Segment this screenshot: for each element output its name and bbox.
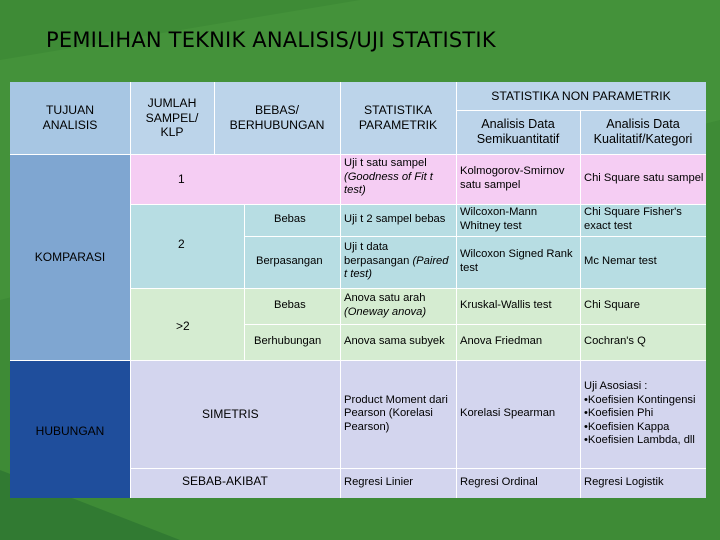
header-jumlah (130, 82, 214, 154)
header-tujuan (10, 82, 130, 154)
row6-kual (580, 360, 706, 468)
row2-kual-text: Chi Square Fisher's exact test (584, 206, 682, 232)
header-parametrik-label: STATISTIKA PARAMETRIK (358, 103, 438, 132)
cell-one-sample (130, 154, 340, 204)
group-komparasi (10, 154, 130, 360)
header-parametrik (340, 82, 456, 154)
row2-semi (456, 204, 580, 236)
grid-line (456, 110, 706, 111)
header-kualitatif-label: Analisis Data Kualitatif/Kategori (593, 116, 693, 146)
row1-kual (580, 154, 706, 204)
more-berhubungan-label: Berhubungan (254, 335, 322, 348)
row6-semi (456, 360, 580, 468)
cell-two-bebas (244, 204, 340, 236)
header-bebas-label: BEBAS/ BERHUBUNGAN (229, 103, 325, 132)
row4-semi (456, 288, 580, 324)
grid-line (244, 236, 706, 237)
page-title: PEMILIHAN TEKNIK ANALISIS/UJI STATISTIK (46, 28, 496, 52)
grid-line (130, 468, 706, 469)
row1-parametrik-note: (Goodness of Fit t test) (344, 170, 433, 197)
row4-parametrik-note: (Oneway anova) (344, 305, 427, 318)
grid-line (130, 288, 706, 289)
cell-more-samples (130, 288, 244, 360)
group-hubungan (10, 360, 130, 498)
row1-kual-text: Chi Square satu sampel (584, 172, 704, 185)
grid-line (340, 82, 341, 498)
row5-semi (456, 324, 580, 360)
group-hubungan-label: HUBUNGAN (35, 423, 105, 438)
header-semikuantitatif (456, 110, 580, 154)
row5-parametrik-text: Anova sama subyek (344, 335, 445, 348)
cell-two-samples (130, 204, 244, 288)
two-berpasangan-label: Berpasangan (256, 255, 323, 268)
row3-kual-text: Mc Nemar test (584, 255, 657, 268)
grid-line (214, 82, 215, 154)
row4-semi-text: Kruskal-Wallis test (460, 299, 552, 312)
row7-semi-text: Regresi Ordinal (460, 476, 538, 489)
row3-semi-text: Wilcoxon Signed Rank test (460, 248, 573, 274)
row4-kual (580, 288, 706, 324)
row3-kual (580, 236, 706, 288)
grid-line (10, 360, 706, 361)
row6-semi-text: Korelasi Spearman (460, 407, 556, 420)
row5-semi-text: Anova Friedman (460, 335, 543, 348)
row6-parametrik-text: Product Moment dari Pearson (Korelasi Pearson) (344, 393, 448, 433)
more-samples-label: >2 (176, 318, 190, 333)
row3-parametrik-text: Uji t data berpasangan (344, 241, 410, 267)
row1-semi-text: Kolmogorov-Smirnov satu sampel (460, 165, 565, 191)
row1-parametrik-text: Uji t satu sampel (344, 157, 427, 169)
group-komparasi-label: KOMPARASI (34, 249, 106, 264)
row7-kual (580, 468, 706, 498)
cell-two-berpasangan (244, 236, 340, 288)
row7-kual-text: Regresi Logistik (584, 476, 664, 489)
simetris-label: SIMETRIS (202, 406, 259, 421)
more-bebas-label: Bebas (274, 299, 306, 312)
header-tujuan-label: TUJUAN ANALISIS (42, 103, 98, 132)
row3-semi (456, 236, 580, 288)
header-jumlah-label: JUMLAH SAMPEL/ KLP (145, 95, 199, 140)
header-non-parametrik (456, 82, 706, 110)
row2-parametrik-text: Uji t 2 sampel bebas (344, 213, 446, 226)
row2-parametrik (340, 204, 456, 236)
row4-parametrik (340, 288, 456, 324)
cell-sebab-akibat (130, 468, 340, 498)
row1-parametrik (340, 154, 456, 204)
cell-more-berhubungan (244, 324, 340, 360)
two-samples-label: 2 (178, 236, 185, 251)
row4-kual-text: Chi Square (584, 299, 640, 312)
grid-line (130, 82, 131, 498)
grid-line (10, 154, 130, 155)
row4-parametrik-text: Anova satu arah (344, 292, 426, 304)
grid-line (130, 154, 706, 155)
header-bebas (214, 82, 340, 154)
header-kualitatif (580, 110, 706, 154)
row1-semi (456, 154, 580, 204)
grid-line (244, 324, 706, 325)
sebab-akibat-label: SEBAB-AKIBAT (182, 474, 268, 488)
row2-kual (580, 204, 706, 236)
row7-parametrik-text: Regresi Linier (344, 476, 414, 489)
two-bebas-label: Bebas (274, 213, 306, 226)
row7-parametrik (340, 468, 456, 498)
row6-parametrik (340, 360, 456, 468)
header-non-parametrik-label: STATISTIKA NON PARAMETRIK (491, 88, 671, 103)
row2-semi-text: Wilcoxon-Mann Whitney test (460, 206, 538, 232)
cell-more-bebas (244, 288, 340, 324)
row5-kual (580, 324, 706, 360)
grid-line (456, 82, 457, 498)
row3-parametrik-note: (Paired t test) (344, 254, 449, 281)
row3-parametrik (340, 236, 456, 288)
cell-simetris (130, 360, 340, 468)
header-semikuantitatif-label: Analisis Data Semikuantitatif (476, 116, 560, 146)
row7-semi (456, 468, 580, 498)
row5-kual-text: Cochran's Q (584, 335, 646, 348)
row5-parametrik (340, 324, 456, 360)
row6-kual-text: Uji Asosiasi : •Koefisien Kontingensi •Koefisien Phi •Koefisien Kappa •Koefisien Lambda, dll (584, 380, 696, 447)
one-sample-label: 1 (178, 171, 185, 186)
grid-line (130, 204, 706, 205)
grid-line (580, 110, 581, 498)
grid-line (244, 204, 245, 360)
